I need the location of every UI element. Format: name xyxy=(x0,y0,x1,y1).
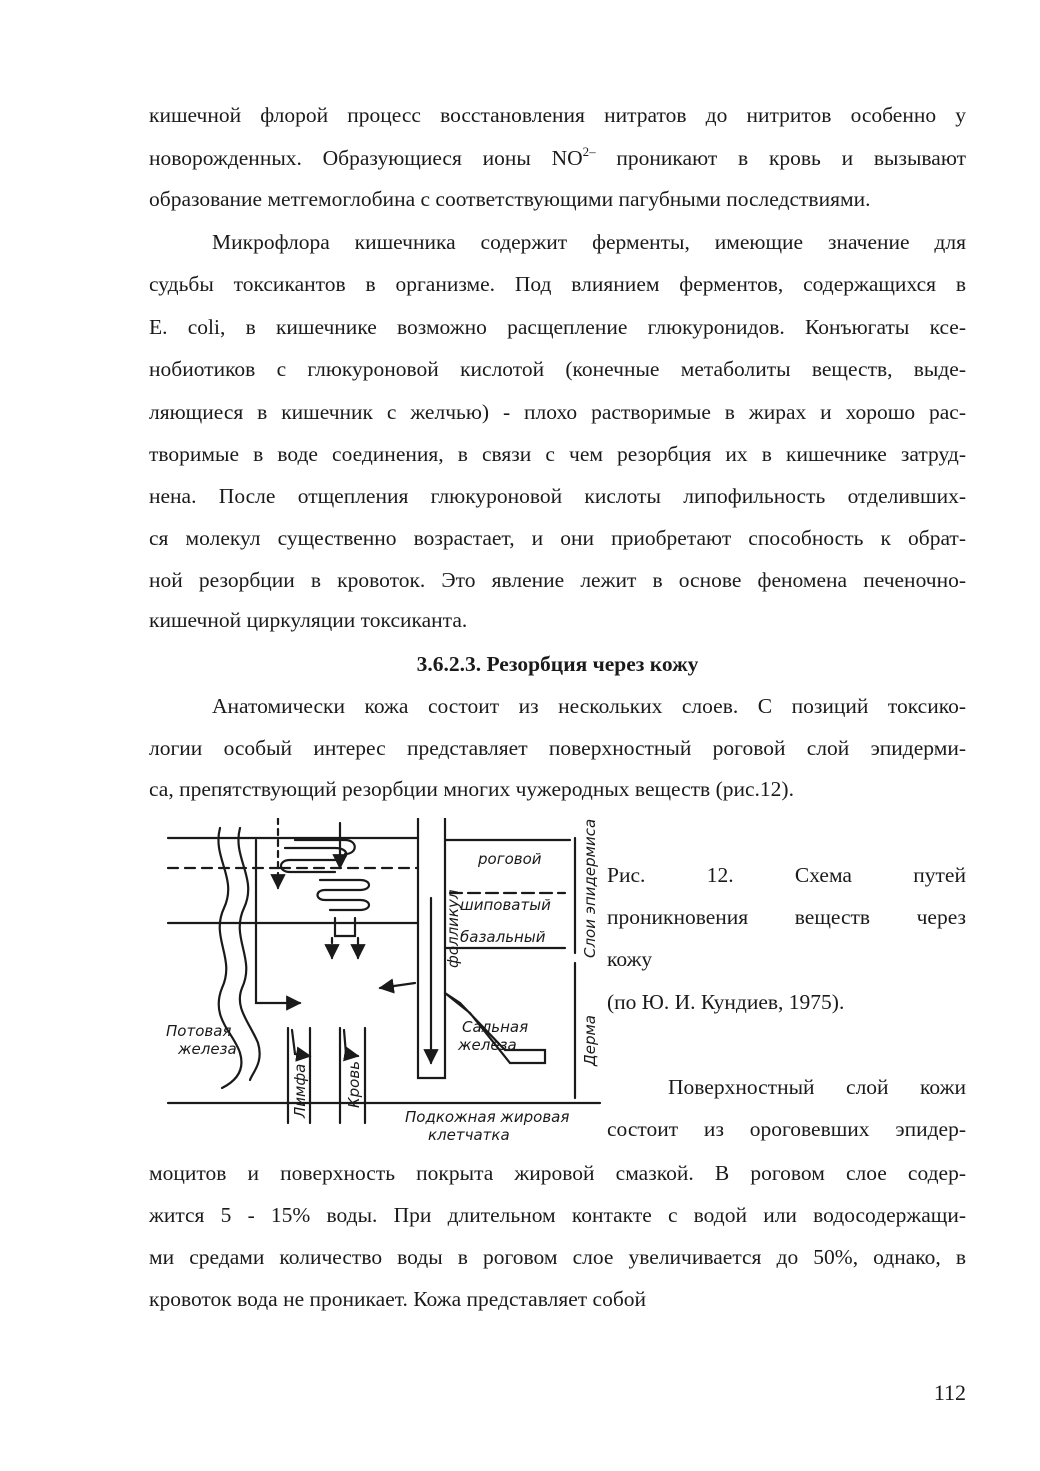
text-line: кишечной циркуляции токсиканта. xyxy=(149,608,468,632)
page-number: 112 xyxy=(933,1380,966,1405)
text-line: E. coli, в кишечнике возможно расщепление глюкуронидов. Конъюгаты ксе- xyxy=(149,315,966,339)
label-sweat-1: Потовая xyxy=(166,1022,232,1040)
label-dermis: Дерма xyxy=(581,1015,599,1066)
caption-word: путей xyxy=(913,863,966,887)
label-sebaceous-1: Сальная xyxy=(462,1018,529,1036)
text-line: кровоток вода не проникает. Кожа представляет собой xyxy=(149,1287,647,1311)
caption-word: 12. xyxy=(706,863,734,887)
text-line: кишечной флорой процесс восстановления нитратов до нитритов особенно у xyxy=(149,103,966,127)
text-line: ми средами количество воды в роговом слое увеличивается до 50%, однако, в xyxy=(149,1245,966,1269)
caption-word: через xyxy=(916,905,966,929)
text-line: ной резорбции в кровоток. Это явление лежит в основе феномена печеночно- xyxy=(149,568,966,592)
text-line: Микрофлора кишечника содержит ферменты, имеющие значение для xyxy=(212,230,966,254)
caption-word: Рис. xyxy=(607,863,646,887)
label-horny: роговой xyxy=(478,850,542,868)
figure-caption-line: (по Ю. И. Кундиев, 1975). xyxy=(607,990,845,1014)
text-line: логии особый интерес представляет поверхностный роговой слой эпидерми- xyxy=(149,736,966,760)
text-line: нобиотиков с глюкуроновой кислотой (конечные метаболиты веществ, выде- xyxy=(149,357,966,381)
caption-word: веществ xyxy=(794,905,871,929)
label-sebaceous-2: железа xyxy=(458,1036,517,1054)
figure-caption-line: кожу xyxy=(607,947,653,971)
label-epidermis-layers: Слои эпидермиса xyxy=(581,818,599,958)
text-line: судьбы токсикантов в организме. Под влиянием ферментов, содержащихся в xyxy=(149,272,966,296)
text-line: ляющиеся в кишечник с желчью) - плохо растворимые в жирах и хорошо рас- xyxy=(149,400,966,424)
section-heading: 3.6.2.3. Резорбция через кожу xyxy=(416,652,699,676)
label-basal: базальный xyxy=(460,928,546,946)
text-line: са, препятствующий резорбции многих чужеродных веществ (рис.12). xyxy=(149,777,794,801)
superscript: 2– xyxy=(582,144,596,159)
text-line xyxy=(149,144,966,172)
text-line: нена. После отщепления глюкуроновой кислоты липофильность отделивших- xyxy=(149,484,966,508)
text-line: Анатомически кожа состоит из нескольких слоев. С позиций токсико- xyxy=(212,694,966,718)
label-spinous: шиповатый xyxy=(460,896,551,914)
skin-penetration-diagram xyxy=(160,818,605,1153)
text-line: образование метгемоглобина с соответствующими пагубными последствиями. xyxy=(149,187,871,211)
caption-word: проникновения xyxy=(607,905,749,929)
label-lymph: Лимфа xyxy=(291,1063,309,1118)
text-line: моцитов и поверхность покрыта жировой смазкой. В роговом слое содер- xyxy=(149,1161,966,1185)
text-fragment: новорожденных. Образующиеся ионы NO xyxy=(149,146,583,170)
text-line: творимые в воде соединения, в связи с чем резорбция их в кишечнике затруд- xyxy=(149,442,966,466)
figure-caption-line xyxy=(607,861,966,889)
figure-caption-line xyxy=(607,903,966,931)
text-line: ся молекул существенно возрастает, и они приобретают способность к обрат- xyxy=(149,526,966,550)
text-line: жится 5 - 15% воды. При длительном контакте с водой или водосодержащи- xyxy=(149,1203,966,1227)
label-follicle: фолликул xyxy=(444,889,462,968)
text-line: состоит из ороговевших эпидер- xyxy=(607,1117,966,1141)
label-subcutaneous-1: Подкожная жировая xyxy=(405,1108,570,1126)
label-subcutaneous-2: клетчатка xyxy=(428,1126,510,1144)
text-fragment: проникают в кровь и вызывают xyxy=(595,146,966,170)
label-sweat-2: железа xyxy=(178,1040,237,1058)
label-blood: Кровь xyxy=(345,1060,363,1108)
caption-word: Схема xyxy=(794,863,852,887)
text-line: Поверхностный слой кожи xyxy=(668,1075,966,1099)
